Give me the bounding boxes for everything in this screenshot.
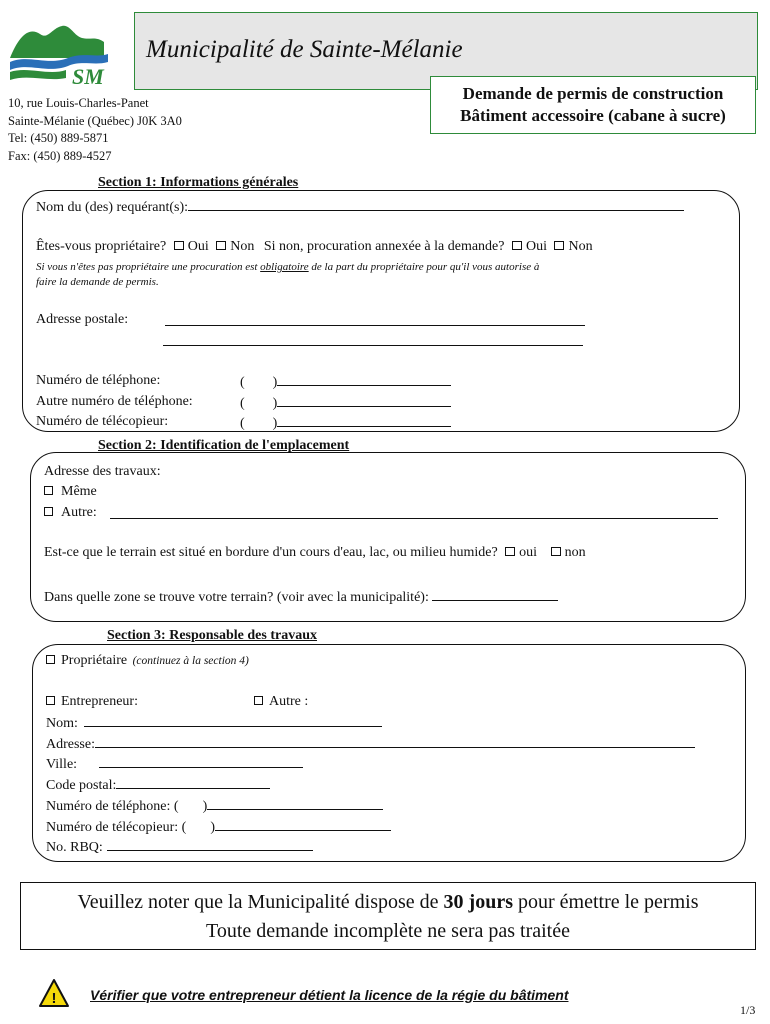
paren-open: ( — [181, 820, 187, 835]
postal-code-row — [46, 776, 270, 794]
owner-no-label: Non — [230, 239, 255, 254]
fax-number: Fax: (450) 889-4527 — [8, 148, 112, 163]
applicants-row — [36, 198, 684, 216]
owner-question-row — [36, 239, 593, 255]
document-title-line1: Demande de permis de construction — [462, 84, 724, 103]
address-field[interactable] — [95, 735, 695, 748]
waterfront-question: Est-ce que le terrain est situé en bordure d'un cours d'eau, lac, ou milieu humide? — [44, 545, 498, 560]
other-responsible-checkbox[interactable] — [254, 696, 263, 705]
proxy-note-text-b: de la part du propriétaire pour qu'il vous autorise à — [308, 261, 540, 273]
notice-line1 — [21, 888, 755, 917]
document-title-line2: Bâtiment accessoire (cabane à sucre) — [460, 106, 726, 125]
work-address-label: Adresse des travaux: — [44, 464, 161, 479]
other-option[interactable] — [44, 505, 97, 521]
proxy-question: Si non, procuration annexée à la demande? — [263, 239, 505, 254]
notice-box — [20, 882, 756, 950]
proxy-note-text-a: Si vous n'êtes pas propriétaire une procuration est — [36, 261, 261, 273]
rbq-row — [46, 838, 313, 856]
page-number: 1/3 — [740, 1003, 756, 1017]
phone2-field[interactable] — [277, 394, 451, 407]
phone-number: Tel: (450) 889-5871 — [8, 131, 109, 145]
document-title-box — [430, 76, 756, 134]
proxy-no-label: Non — [568, 239, 593, 254]
zone-question: Dans quelle zone se trouve votre terrain? (voir avec la municipalité): — [44, 590, 429, 605]
warning-triangle-icon — [38, 978, 70, 1008]
phone2-input[interactable] — [240, 394, 451, 412]
waterfront-yes-label: oui — [519, 545, 538, 560]
section2-title: Section 2: Identification de l'emplacement — [98, 438, 350, 453]
municipality-name: Municipalité de Sainte-Mélanie — [146, 36, 463, 63]
other-responsible-label: Autre : — [269, 694, 309, 709]
other-address-field[interactable] — [110, 506, 718, 519]
waterfront-no-label: non — [564, 545, 586, 560]
owner-yes-label: Oui — [187, 239, 209, 254]
owner-no-checkbox[interactable] — [216, 241, 226, 250]
fax-label: Numéro de télécopieur: — [36, 414, 169, 429]
city-row — [46, 755, 303, 773]
svg-text:!: ! — [51, 990, 57, 1007]
phone-label: Numéro de téléphone: — [36, 373, 161, 388]
paren-open: ( — [173, 799, 179, 814]
section1-title: Section 1: Informations générales — [98, 175, 299, 190]
proxy-note-line2: faire la demande de permis. — [36, 276, 159, 288]
owner-label: Propriétaire — [61, 653, 128, 668]
proxy-yes-label: Oui — [525, 239, 547, 254]
waterfront-no-checkbox[interactable] — [551, 547, 561, 556]
same-option[interactable] — [44, 484, 97, 500]
owner-option[interactable] — [46, 653, 249, 669]
city-label: Ville: — [46, 757, 78, 772]
section3-title: Section 3: Responsable des travaux — [107, 628, 318, 643]
name-label: Nom: — [46, 716, 78, 731]
owner-question: Êtes-vous propriétaire? — [36, 239, 167, 254]
postal-address-label: Adresse postale: — [36, 312, 129, 327]
same-label: Même — [61, 484, 97, 499]
phone-field[interactable] — [277, 373, 451, 386]
owner-yes-checkbox[interactable] — [174, 241, 184, 250]
name-field[interactable] — [84, 714, 382, 727]
phone-row — [36, 373, 160, 389]
paren-close: ) — [210, 820, 216, 835]
owner-checkbox[interactable] — [46, 655, 55, 664]
waterfront-yes-checkbox[interactable] — [505, 547, 515, 556]
postal-address-field-1[interactable] — [165, 313, 585, 326]
contractor-fax-field[interactable] — [215, 818, 391, 831]
other-label: Autre: — [61, 505, 97, 520]
zone-field[interactable] — [432, 588, 558, 601]
postal-address-row — [36, 312, 128, 328]
municipality-logo — [8, 18, 112, 88]
paren-close: ) — [202, 799, 208, 814]
contractor-option[interactable] — [46, 694, 138, 710]
contractor-phone-field[interactable] — [207, 797, 383, 810]
applicants-label: Nom du (des) requérant(s): — [36, 200, 189, 215]
contractor-phone-label: Numéro de téléphone: — [46, 799, 171, 814]
contact-block — [8, 95, 182, 165]
paren-close: ) — [272, 375, 278, 390]
proxy-note — [36, 260, 716, 290]
phone-input[interactable] — [240, 373, 451, 391]
zone-row — [44, 588, 558, 606]
address-label: Adresse: — [46, 737, 95, 752]
notice-text-b: pour émettre le permis — [512, 891, 699, 913]
warning-text: Vérifier que votre entrepreneur détient la licence de la régie du bâtiment — [90, 987, 569, 1003]
notice-line2: Toute demande incomplète ne sera pas traitée — [206, 920, 570, 942]
contractor-checkbox[interactable] — [46, 696, 55, 705]
owner-note: (continuez à la section 4) — [132, 655, 249, 667]
paren-open: ( — [240, 416, 245, 431]
fax-input[interactable] — [240, 414, 451, 432]
same-checkbox[interactable] — [44, 486, 53, 495]
notice-bold: 30 jours — [443, 891, 513, 913]
contractor-fax-row — [46, 818, 391, 836]
address-line2: Sainte-Mélanie (Québec) J0K 3A0 — [8, 113, 182, 128]
postal-address-field-2[interactable] — [163, 333, 583, 346]
proxy-note-underlined: obligatoire — [260, 261, 309, 273]
paren-open: ( — [240, 396, 245, 411]
fax-field[interactable] — [277, 414, 451, 427]
paren-close: ) — [272, 416, 278, 431]
waterfront-row — [44, 545, 586, 561]
logo-graphic — [8, 18, 112, 88]
address-row — [46, 735, 695, 753]
paren-close: ) — [272, 396, 278, 411]
other-checkbox[interactable] — [44, 507, 53, 516]
contractor-fax-label: Numéro de télécopieur: — [46, 820, 179, 835]
contractor-phone-row — [46, 797, 383, 815]
phone2-label: Autre numéro de téléphone: — [36, 394, 193, 409]
applicants-field[interactable] — [188, 198, 684, 211]
fax-row — [36, 414, 168, 430]
address-line1: 10, rue Louis-Charles-Panet — [8, 96, 149, 110]
postal-code-label: Code postal: — [46, 778, 117, 793]
other-responsible-option[interactable] — [254, 694, 308, 710]
rbq-label: No. RBQ: — [46, 840, 103, 855]
proxy-yes-checkbox[interactable] — [512, 241, 522, 250]
city-field[interactable] — [99, 755, 303, 768]
name-row — [46, 714, 382, 732]
contractor-label: Entrepreneur: — [61, 694, 138, 709]
svg-text:SM: SM — [72, 64, 104, 88]
proxy-no-checkbox[interactable] — [554, 241, 564, 250]
phone2-row — [36, 394, 193, 410]
notice-text-a: Veuillez noter que la Municipalité dispose de — [77, 891, 444, 913]
paren-open: ( — [240, 375, 245, 390]
rbq-field[interactable] — [107, 838, 313, 851]
postal-code-field[interactable] — [116, 776, 270, 789]
